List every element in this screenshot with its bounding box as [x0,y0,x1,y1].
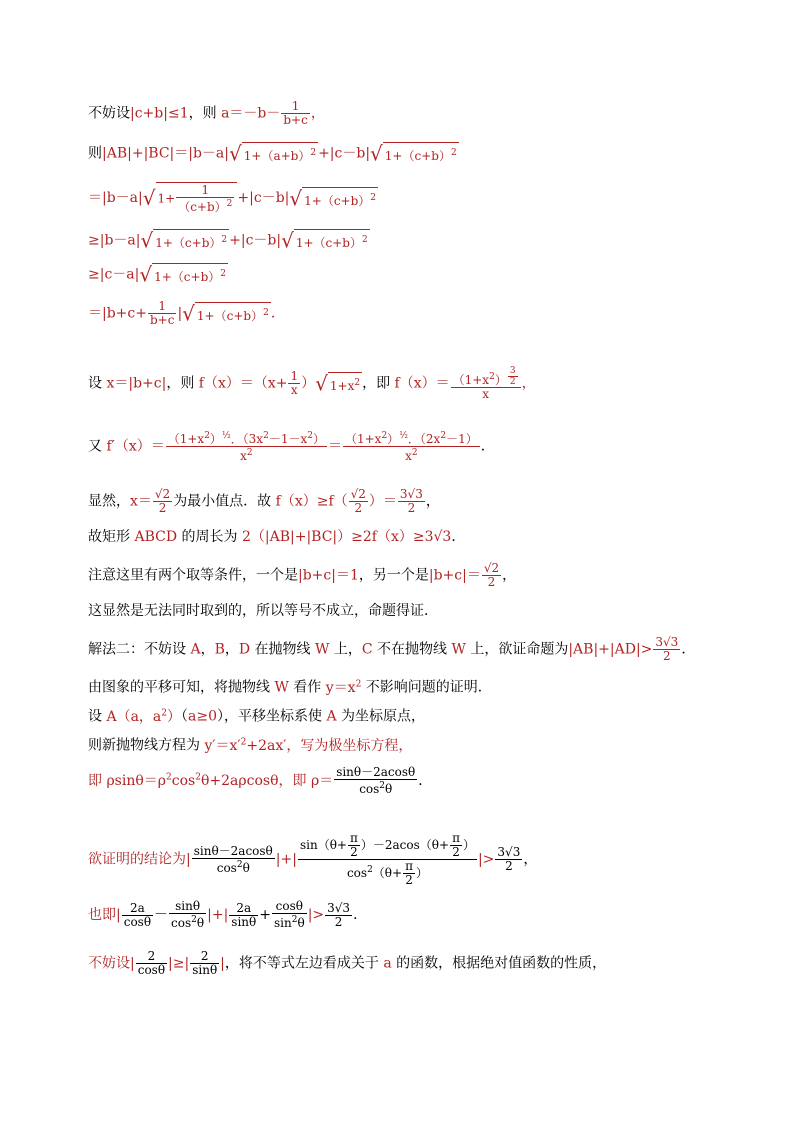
line-13: 解法二：不妨设 A，B，D 在抛物线 W 上，C 不在抛物线 W 上，欲证命题为|AB|+|AD|> $\frac{3√3}{2}$ ． [88,635,696,663]
sqrt-symbol: √ $1+(a+b)^2$ [229,141,317,166]
line-9: 显然，x＝ $\frac{√2}{2}$ 为最小值点．故 f（x）≥f（ $\frac{√2}{2}$ ）＝ $\frac{3√3}{2}$ ， [88,487,440,515]
line-17: 即 $\rho\sin\theta=\rho^2\cos^2\theta+2a\rho\cos\theta$，即 ρ＝ $\frac{\sin\theta-2acos\theta}{\cos^2\theta}$ ． [88,765,433,796]
line-15: 设 A（a，$a^2)(a\ge 0)$，平移坐标系使 A 为坐标原点， [88,708,426,725]
line-20: 不妨设| $\frac{2}{\cos\theta}$ |≥| $\frac{2}{\sin\theta}$ |，将不等式左边看成关于 a 的函数，根据绝对值函数的性质， [88,949,607,977]
line-6: ＝|b+c+ $\frac{1}{b+c}$ |√ $1+(c+b)^2$ ． [88,299,285,327]
line-11: 注意这里有两个取等条件，一个是|b+c|＝1，另一个是|b+c|＝ $\frac{√2}{2}$ ， [88,561,517,589]
line-14: 由图象的平移可知，将抛物线 W 看作 $y=x^2$ 不影响问题的证明． [88,679,492,696]
line-2: 则|AB|+|BC|＝|b－a|√ $1+(a+b)^2 +|c-b|√$ $1+(c+b)^2$ [88,141,457,166]
line-12: 这显然是无法同时取到的，所以等号不成立，命题得证． [88,603,438,619]
sqrt-symbol: √ $1+(c+b)^2$ [140,228,228,253]
line-7: 设 x＝|b+c|，则 f（x）＝（x+ $\frac{1}{x}$ ）√ $1+x^2$ ，即 f（x）＝ $(1+x^2)$ $^{\frac{3}{2}}$ x ， [88,366,536,401]
line-1: 不妨设|c+b|≤1，则 a＝－b－ $\frac{1}{b+c}$ ， [88,99,325,127]
sqrt-symbol: √ $1+(c+b)^2$ [281,228,368,253]
sqrt-symbol: √ 1+ $\frac{1}{(c+b)^2}$ [143,182,238,214]
sqrt-symbol: √ $1+(c+b)^2$ [182,301,269,326]
sqrt-symbol: √ $1+(c+b)^2$ [289,186,377,210]
line-8: 又 f′（x）＝ $\frac{(1+x^2)^{\frac{1}{2}}.(3x^2-1-x^2)}{x^2}$ ＝ $\frac{(1+x^2)^{\frac{1}{2}}.(2x^2-1)}{x^2}$ ． [88,431,495,463]
sqrt-symbol: √ $1+(c+b)^2$ [139,262,226,287]
line-10: 故矩形 ABCD 的周长为 2（|AB|+|BC|）≥2f（x）≥3√3． [88,529,466,545]
line-19: 也即| $\frac{2a}{\cos\theta}$ － $\frac{\sin\theta}{\cos^2\theta}$ |+| $\frac{2a}{\sin\theta}$ + $\frac{\cos\theta}{\sin^2\theta}$ |> $\frac{3√3}{2}$ ． [88,899,368,930]
sqrt-symbol: √ $1+x^2$ [315,371,361,396]
line-18: 欲证明的结论为| $\frac{\sin\theta-2acos\theta}{\cos^2\theta}$ |+| sin（θ+ $\frac{\pi}{2}$ ）－2acos（θ+ $\frac{\pi}{2}$ ） $\cos^2(\theta+$ $\frac{\pi}{2}$ ） |> $\frac{3√3}{2}$ ， [88,831,538,887]
fraction: $\frac{1}{b+c}$ [283,99,308,127]
line-16: 则新抛物线方程为 $y'=x'^2+2ax'$，写为极坐标方程， [88,737,413,754]
line-4: ≥|b－a|√ $1+(c+b)^2 +|c-b|√$ $1+(c+b)^2$ [88,228,368,253]
line-5: ≥|c－a|√ $1+(c+b)^2$ [88,262,226,287]
line-3: ＝|b－a|√ 1+ $\frac{1}{(c+b)^2}$ +|c－b|√ $1+(c+b)^2$ [88,183,377,214]
sqrt-symbol: √ $1+(c+b)^2$ [370,141,457,166]
